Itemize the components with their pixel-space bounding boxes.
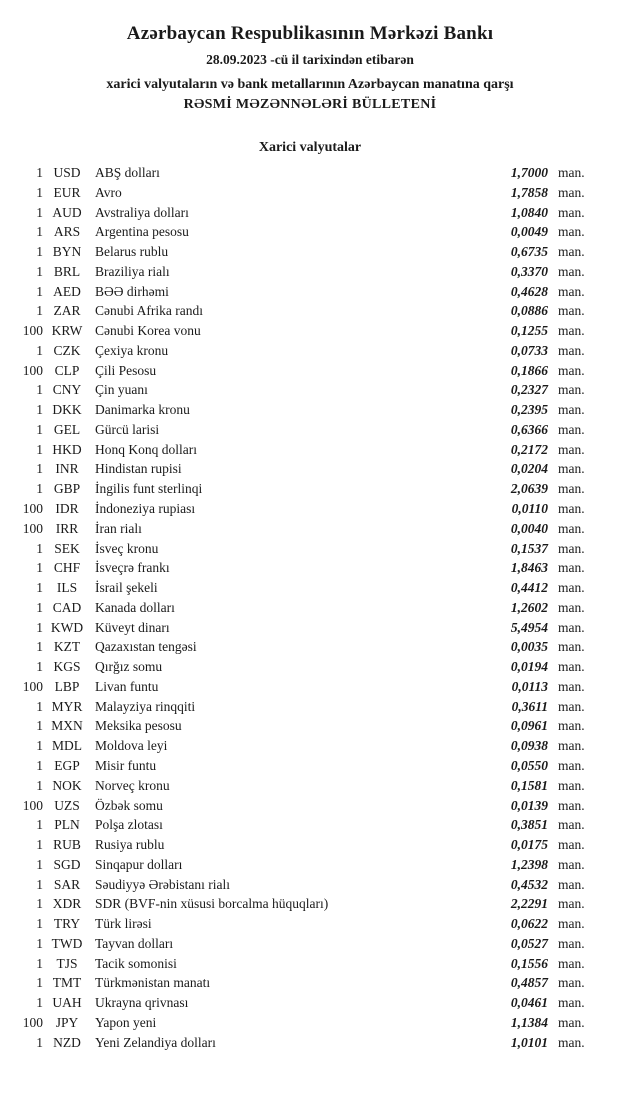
quantity: 1 [36, 738, 43, 754]
quantity: 1 [36, 757, 43, 773]
currency-code: CHF [53, 560, 81, 576]
unit-label: man. [558, 718, 585, 734]
rate-row [0, 539, 620, 559]
quantity: 100 [22, 362, 43, 378]
rate-row [0, 716, 620, 736]
unit-label: man. [558, 520, 585, 536]
unit-label: man. [558, 837, 585, 853]
currency-code: TWD [51, 935, 83, 951]
rate-row [0, 914, 620, 934]
rate-row [0, 934, 620, 954]
quantity: 1 [36, 421, 43, 437]
currency-name: Polşa zlotası [95, 817, 163, 833]
unit-label: man. [558, 876, 585, 892]
unit-label: man. [558, 501, 585, 517]
rate-row [0, 558, 620, 578]
unit-label: man. [558, 995, 585, 1011]
currency-code: NZD [53, 1034, 81, 1050]
currency-name: Tayvan dolları [95, 935, 174, 951]
currency-name: Cənubi Afrika randı [95, 303, 203, 319]
currency-code: SGD [53, 856, 81, 872]
currency-code: INR [55, 461, 79, 477]
quantity: 100 [22, 797, 43, 813]
rate-value: 1,0101 [510, 1034, 548, 1050]
quantity: 1 [36, 777, 43, 793]
rate-row [0, 677, 620, 697]
rate-value: 0,0550 [510, 757, 548, 773]
unit-label: man. [558, 263, 585, 279]
currency-name: Belarus rublu [95, 244, 169, 260]
rate-row [0, 519, 620, 539]
unit-label: man. [558, 540, 585, 556]
currency-code: KZT [53, 639, 81, 655]
unit-label: man. [558, 382, 585, 398]
rate-value: 0,0194 [510, 659, 548, 675]
rate-row [0, 341, 620, 361]
rate-row [0, 420, 620, 440]
unit-label: man. [558, 362, 585, 378]
rate-value: 0,0461 [510, 995, 548, 1011]
unit-label: man. [558, 619, 585, 635]
rate-value: 0,0049 [510, 224, 548, 240]
currency-code: CAD [52, 599, 82, 615]
bulletin-title: RƏSMİ MƏZƏNNƏLƏRİ BÜLLETENİ [183, 97, 437, 112]
currency-name: Braziliya rialı [95, 263, 170, 279]
unit-label: man. [558, 856, 585, 872]
quantity: 1 [36, 718, 43, 734]
unit-label: man. [558, 580, 585, 596]
currency-code: MDL [52, 738, 82, 754]
currency-name: İsveçrə frankı [95, 560, 170, 576]
currency-name: Qazaxıstan tengəsi [95, 639, 197, 655]
unit-label: man. [558, 303, 585, 319]
bank-title: Azərbaycan Respublikasının Mərkəzi Bankı [126, 23, 494, 44]
rate-value: 0,4412 [510, 580, 548, 596]
rate-row [0, 954, 620, 974]
unit-label: man. [558, 678, 585, 694]
rate-row [0, 855, 620, 875]
bulletin-subtitle: xarici valyutaların və bank metallarının Azərbaycan manatına qarşı [106, 77, 514, 92]
quantity: 1 [36, 817, 43, 833]
rate-value: 0,0113 [511, 678, 548, 694]
unit-label: man. [558, 323, 585, 339]
unit-label: man. [558, 204, 585, 220]
quantity: 1 [36, 580, 43, 596]
effective-date-line: 28.09.2023 -cü il tarixindən etibarən [206, 52, 414, 67]
currency-name: Səudiyyə Ərəbistanı rialı [95, 876, 230, 892]
currency-code: ILS [56, 580, 78, 596]
unit-label: man. [558, 955, 585, 971]
rate-row [0, 756, 620, 776]
rate-value: 0,1556 [510, 955, 548, 971]
unit-label: man. [558, 481, 585, 497]
quantity: 1 [36, 896, 43, 912]
rate-row [0, 736, 620, 756]
quantity: 1 [36, 975, 43, 991]
currency-code: UZS [54, 797, 80, 813]
quantity: 1 [36, 540, 43, 556]
unit-label: man. [558, 698, 585, 714]
rate-value: 0,6366 [510, 421, 548, 437]
rate-value: 1,7000 [510, 165, 548, 180]
rate-value: 0,1581 [510, 777, 548, 793]
rate-value: 0,0035 [510, 639, 548, 655]
quantity: 1 [36, 837, 43, 853]
currency-code: IDR [55, 501, 79, 517]
currency-code: DKK [52, 402, 82, 418]
currency-name: Türk lirəsi [95, 916, 152, 932]
rate-row [0, 875, 620, 895]
rate-row [0, 618, 620, 638]
currency-code: TMT [52, 975, 82, 991]
rate-value: 0,3370 [510, 263, 548, 279]
currency-code: IRR [55, 520, 79, 536]
currency-name: Meksika pesosu [95, 718, 182, 734]
currency-code: KRW [51, 323, 83, 339]
currency-name: Yapon yeni [95, 1014, 157, 1030]
currency-name: Qırğız somu [95, 659, 163, 675]
rate-row [0, 459, 620, 479]
unit-label: man. [558, 560, 585, 576]
rate-value: 0,0110 [511, 501, 548, 517]
currency-name: İndoneziya rupiası [95, 501, 196, 517]
currency-code: SEK [54, 540, 80, 556]
unit-label: man. [558, 421, 585, 437]
unit-label: man. [558, 659, 585, 675]
currency-code: RUB [53, 837, 81, 853]
currency-name: Avstraliya dolları [95, 204, 189, 220]
quantity: 1 [36, 876, 43, 892]
rate-value: 0,2327 [510, 382, 548, 398]
rate-row [0, 776, 620, 796]
unit-label: man. [558, 757, 585, 773]
currency-code: TJS [56, 955, 78, 971]
quantity: 1 [36, 244, 43, 260]
rate-value: 1,7858 [510, 184, 548, 200]
rate-value: 0,0886 [510, 303, 548, 319]
currency-code: EUR [53, 184, 81, 200]
currency-code: CLP [54, 362, 80, 378]
currency-name: Çin yuanı [95, 382, 148, 398]
quantity: 100 [22, 501, 43, 517]
unit-label: man. [558, 738, 585, 754]
bulletin-header [0, 0, 620, 113]
currency-name: Malayziya rinqqiti [95, 698, 196, 714]
rate-value: 0,2395 [510, 402, 548, 418]
quantity: 1 [36, 619, 43, 635]
unit-label: man. [558, 896, 585, 912]
quantity: 100 [22, 1014, 43, 1030]
unit-label: man. [558, 599, 585, 615]
rate-value: 0,4628 [510, 283, 548, 299]
currency-name: Argentina pesosu [95, 224, 189, 240]
rate-row [0, 262, 620, 282]
rate-row [0, 973, 620, 993]
currency-name: Avro [95, 184, 122, 200]
unit-label: man. [558, 797, 585, 813]
rate-value: 0,1537 [510, 540, 548, 556]
currency-name: Rusiya rublu [95, 837, 165, 853]
currency-code: USD [53, 165, 81, 180]
rate-row [0, 835, 620, 855]
currency-name: İran rialı [95, 520, 142, 536]
currency-code: BYN [52, 244, 82, 260]
quantity: 1 [36, 204, 43, 220]
rate-value: 1,0840 [510, 204, 548, 220]
rate-row [0, 361, 620, 381]
rate-row [0, 479, 620, 499]
currency-name: İsrail şekeli [95, 580, 158, 596]
currency-name: Honq Konq dolları [95, 441, 197, 457]
rate-row [0, 203, 620, 223]
currency-code: KWD [50, 619, 84, 635]
unit-label: man. [558, 283, 585, 299]
quantity: 1 [36, 165, 43, 180]
quantity: 1 [36, 303, 43, 319]
quantity: 1 [36, 659, 43, 675]
rate-row [0, 657, 620, 677]
currency-code: AED [53, 283, 81, 299]
quantity: 100 [22, 520, 43, 536]
rate-value: 0,1255 [510, 323, 548, 339]
currency-code: UAH [52, 995, 82, 1011]
rate-value: 0,4857 [510, 975, 548, 991]
currency-name: İngilis funt sterlinqi [95, 481, 203, 497]
currency-code: XDR [52, 896, 82, 912]
quantity: 1 [36, 382, 43, 398]
currency-name: Cənubi Korea vonu [95, 323, 201, 339]
unit-label: man. [558, 224, 585, 240]
currency-code: JPY [55, 1014, 79, 1030]
rate-row [0, 598, 620, 618]
quantity: 1 [36, 935, 43, 951]
rate-row [0, 578, 620, 598]
currency-name: Kanada dolları [95, 599, 175, 615]
currency-name: Türkmənistan manatı [95, 975, 211, 991]
unit-label: man. [558, 1034, 585, 1050]
rate-row [0, 815, 620, 835]
unit-label: man. [558, 441, 585, 457]
unit-label: man. [558, 1014, 585, 1030]
quantity: 1 [36, 263, 43, 279]
rate-value: 1,1384 [510, 1014, 548, 1030]
quantity: 1 [36, 342, 43, 358]
rate-value: 2,0639 [510, 481, 548, 497]
quantity: 1 [36, 224, 43, 240]
quantity: 1 [36, 560, 43, 576]
unit-label: man. [558, 935, 585, 951]
rate-value: 0,0527 [510, 935, 548, 951]
quantity: 1 [36, 995, 43, 1011]
rate-value: 2,2291 [510, 896, 548, 912]
rate-row [0, 242, 620, 262]
currency-code: LBP [54, 678, 80, 694]
rate-value: 0,1866 [510, 362, 548, 378]
unit-label: man. [558, 817, 585, 833]
unit-label: man. [558, 461, 585, 477]
currency-code: GEL [53, 421, 81, 437]
currency-name: Livan funtu [95, 678, 159, 694]
currency-name: SDR (BVF-nin xüsusi borcalma hüquqları) [95, 896, 329, 912]
rate-value: 1,8463 [510, 560, 548, 576]
currency-name: Sinqapur dolları [95, 856, 183, 872]
rate-row [0, 796, 620, 816]
rate-value: 0,2172 [510, 441, 548, 457]
rate-row [0, 637, 620, 657]
currency-name: Küveyt dinarı [95, 619, 170, 635]
exchange-rates-table [0, 163, 620, 1052]
rate-row [0, 499, 620, 519]
currency-code: BRL [53, 263, 81, 279]
currency-name: Gürcü larisi [95, 421, 160, 437]
quantity: 1 [36, 1034, 43, 1050]
currency-code: KGS [53, 659, 81, 675]
rate-row [0, 301, 620, 321]
currency-code: TRY [53, 916, 81, 932]
unit-label: man. [558, 184, 585, 200]
quantity: 100 [22, 678, 43, 694]
currency-code: CZK [53, 342, 81, 358]
currency-code: CNY [52, 382, 82, 398]
unit-label: man. [558, 244, 585, 260]
rate-value: 0,0961 [510, 718, 548, 734]
currency-code: ARS [53, 224, 81, 240]
currency-name: Norveç kronu [95, 777, 170, 793]
quantity: 1 [36, 481, 43, 497]
quantity: 1 [36, 283, 43, 299]
rate-row [0, 183, 620, 203]
quantity: 1 [36, 184, 43, 200]
rate-row [0, 400, 620, 420]
currency-code: NOK [52, 777, 82, 793]
quantity: 1 [36, 955, 43, 971]
unit-label: man. [558, 165, 585, 180]
currency-name: Tacik somonisi [95, 955, 177, 971]
currency-name: Misir funtu [95, 757, 157, 773]
unit-label: man. [558, 777, 585, 793]
rate-value: 0,0622 [510, 916, 548, 932]
currency-name: Danimarka kronu [95, 402, 190, 418]
section-title-foreign-currencies: Xarici valyutalar [258, 140, 362, 155]
currency-name: Hindistan rupisi [95, 461, 182, 477]
rate-row [0, 697, 620, 717]
currency-code: GBP [53, 481, 81, 497]
quantity: 100 [22, 323, 43, 339]
currency-code: PLN [54, 817, 80, 833]
unit-label: man. [558, 975, 585, 991]
rate-value: 1,2602 [510, 599, 548, 615]
rate-row [0, 1033, 620, 1053]
currency-name: İsveç kronu [95, 540, 159, 556]
quantity: 1 [36, 599, 43, 615]
rate-value: 0,0204 [510, 461, 548, 477]
rate-value: 0,0139 [510, 797, 548, 813]
currency-name: ABŞ dolları [95, 165, 160, 180]
unit-label: man. [558, 402, 585, 418]
currency-name: BƏƏ dirhəmi [95, 283, 169, 299]
currency-code: ZAR [53, 303, 81, 319]
unit-label: man. [558, 639, 585, 655]
rate-value: 0,6735 [510, 244, 548, 260]
currency-code: MXN [51, 718, 83, 734]
quantity: 1 [36, 698, 43, 714]
currency-code: SAR [53, 876, 81, 892]
quantity: 1 [36, 856, 43, 872]
rate-value: 0,0938 [510, 738, 548, 754]
quantity: 1 [36, 402, 43, 418]
quantity: 1 [36, 916, 43, 932]
rate-row [0, 321, 620, 341]
currency-code: MYR [51, 698, 83, 714]
currency-name: Yeni Zelandiya dolları [95, 1034, 216, 1050]
rate-row [0, 222, 620, 242]
currency-name: Çexiya kronu [95, 342, 169, 358]
currency-code: AUD [52, 204, 82, 220]
rate-row [0, 163, 620, 183]
currency-name: Özbək somu [95, 797, 163, 813]
rate-value: 0,3611 [511, 698, 548, 714]
quantity: 1 [36, 441, 43, 457]
rate-row [0, 282, 620, 302]
unit-label: man. [558, 916, 585, 932]
rate-value: 5,4954 [510, 619, 548, 635]
rate-row [0, 1013, 620, 1033]
currency-name: Moldova leyi [95, 738, 168, 754]
rate-value: 1,2398 [510, 856, 548, 872]
quantity: 1 [36, 461, 43, 477]
currency-name: Ukrayna qrivnası [95, 995, 189, 1011]
rate-value: 0,0175 [510, 837, 548, 853]
currency-name: Çili Pesosu [95, 362, 157, 378]
rate-row [0, 894, 620, 914]
rate-value: 0,3851 [510, 817, 548, 833]
currency-code: HKD [52, 441, 82, 457]
rate-row [0, 440, 620, 460]
currency-code: EGP [54, 757, 80, 773]
rate-row [0, 993, 620, 1013]
rate-value: 0,0040 [510, 520, 548, 536]
rate-value: 0,4532 [510, 876, 548, 892]
quantity: 1 [36, 639, 43, 655]
unit-label: man. [558, 342, 585, 358]
rate-row [0, 380, 620, 400]
rate-value: 0,0733 [510, 342, 548, 358]
